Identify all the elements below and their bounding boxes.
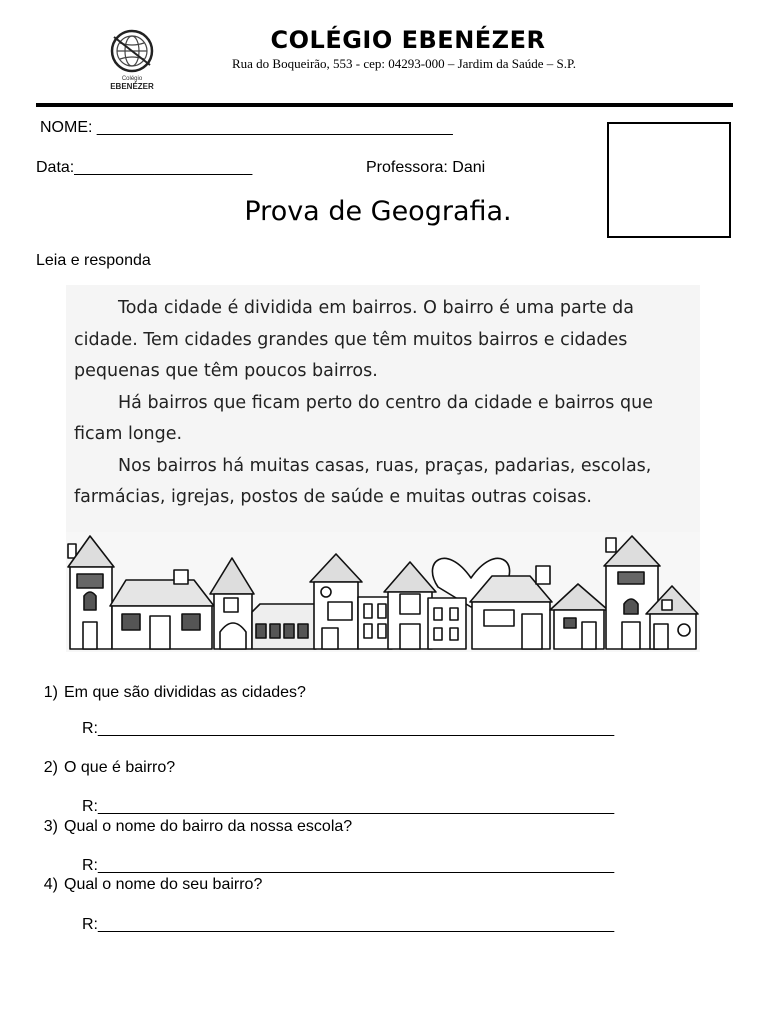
question-text: Em que são divididas as cidades? <box>64 684 306 701</box>
question-number: 4) <box>43 876 58 893</box>
answer-line-4[interactable]: R:__________________________________________________________ <box>82 916 615 933</box>
date-field[interactable]: Data:____________________ <box>36 159 253 176</box>
name-field[interactable]: NOME: ________________________________________ <box>40 119 453 136</box>
question-number: 1) <box>43 684 58 701</box>
passage-paragraph-1: Toda cidade é dividida em bairros. O bairro é uma parte da cidade. Tem cidades grandes que têm muitos bairros e cidades pequenas que têm poucos bairros. <box>74 298 634 381</box>
passage-paragraph-3: Nos bairros há muitas casas, ruas, praças, padarias, escolas, farmácias, igrejas, postos de saúde e muitas outras coisas. <box>74 455 652 507</box>
question-2 <box>36 759 175 777</box>
instruction: Leia e responda <box>36 252 151 269</box>
question-number: 2) <box>43 759 58 776</box>
question-number: 3) <box>43 818 58 835</box>
question-4 <box>36 876 262 894</box>
exam-title: Prova de Geografia. <box>244 196 512 227</box>
answer-line-1[interactable]: R:__________________________________________________________ <box>82 720 615 737</box>
school-address: Rua do Boqueirão, 553 - cep: 04293-000 – Jardim da Saúde – S.P. <box>231 56 577 71</box>
houses-drawing <box>66 532 700 652</box>
question-1 <box>36 684 306 702</box>
question-text: O que é bairro? <box>64 759 176 776</box>
header-divider <box>36 103 733 107</box>
logo-big-text: EBENÉZER <box>110 82 154 91</box>
answer-line-3[interactable]: R:__________________________________________________________ <box>82 857 615 874</box>
passage-paragraph-2: Há bairros que ficam perto do centro da cidade e bairros que ficam longe. <box>74 392 653 444</box>
question-3 <box>36 818 352 836</box>
answer-line-2[interactable]: R:__________________________________________________________ <box>82 798 615 815</box>
question-text: Qual o nome do seu bairro? <box>64 876 263 893</box>
teacher-label: Professora: Dani <box>366 159 486 176</box>
neighborhood-illustration <box>66 532 700 652</box>
question-text: Qual o nome do bairro da nossa escola? <box>64 818 353 835</box>
reading-passage <box>66 285 700 547</box>
school-name: COLÉGIO EBENÉZER <box>270 26 546 54</box>
logo-small-text: Colégio <box>121 76 143 82</box>
